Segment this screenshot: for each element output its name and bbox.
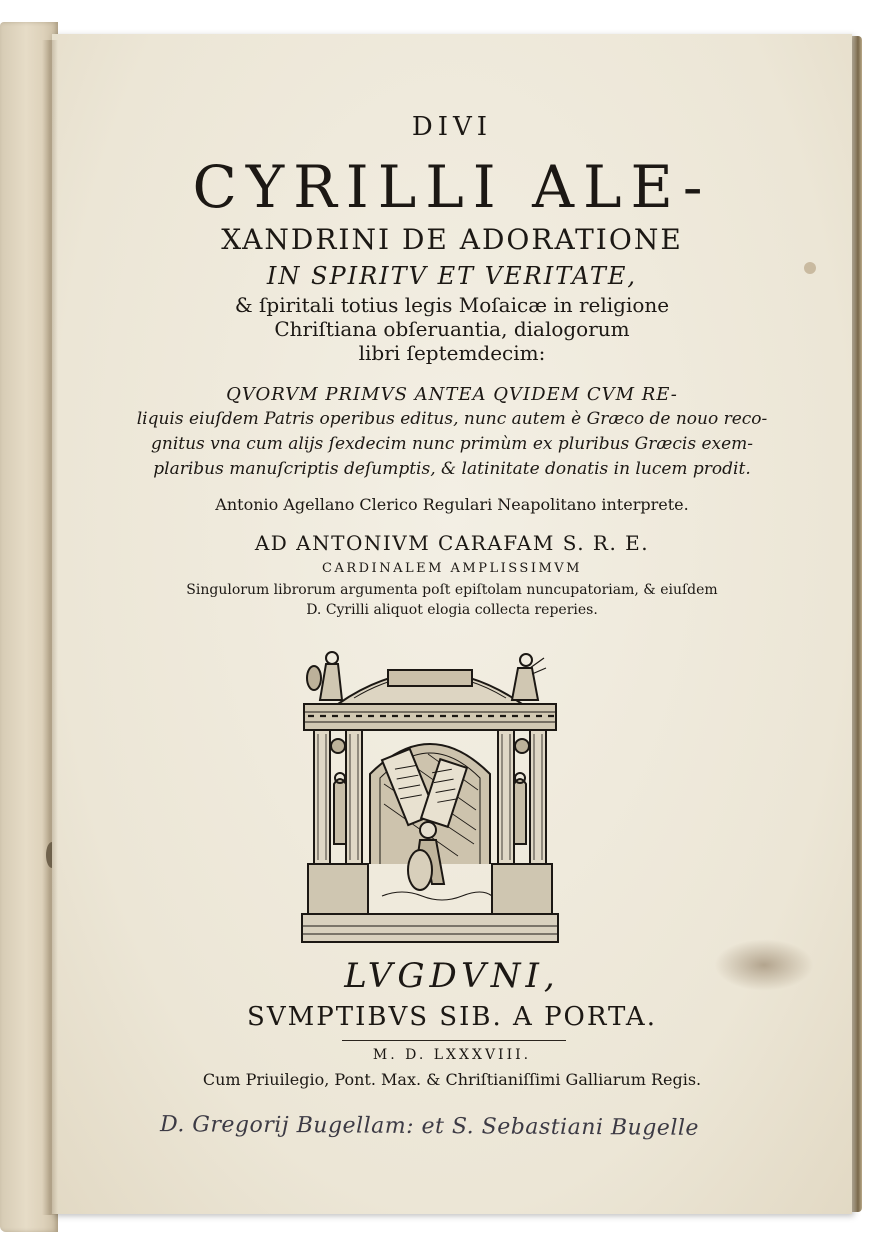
manuscript-ownership-inscription: D. Gregorij Bugellam: et S. Sebastiani Bugelle [159,1112,700,1141]
printers-device-woodcut-icon [298,634,562,946]
imprint-printer: SVMPTIBVS SIB. A PORTA. [247,1002,657,1032]
title-line-divi: DIVI [411,112,493,142]
page-gutter [42,40,58,1215]
title-line-spiritu: IN SPIRITV ET VERITATE, [266,262,638,290]
title-page [52,34,852,1214]
contents-note-line-2: D. Cyrilli aliquot elogia collecta reperies. [306,602,598,618]
title-line-xandrini: XANDRINI DE ADORATIONE [221,223,683,256]
description-line-3: gnitus vna cum alijs ſexdecim nunc primùm ex pluribus Græcis exem- [150,434,754,454]
title-line-cyrilli: CYRILLI ALE- [192,153,712,221]
imprint-date: M. D. LXXXVIII. [372,1047,532,1063]
dedication-line-1: AD ANTONIVM CARAFAM S. R. E. [254,531,650,555]
imprint-place: LVGDVNI, [344,956,560,996]
contents-note-line-1: Singulorum librorum argumenta poſt epiſtolam nuncupatoriam, & eiuſdem [186,582,718,598]
dedication-line-2: CARDINALEM AMPLISSIMVM [322,561,582,576]
description-line-2: liquis eiuſdem Patris operibus editus, nunc autem è Græco de nouo reco- [136,409,768,429]
translator-line: Antonio Agellano Clerico Regulari Neapolitano interprete. [215,495,689,514]
book-edge [852,36,862,1212]
imprint-rule [342,1040,566,1041]
description-line-1: QVORVM PRIMVS ANTEA QVIDEM CVM RE- [226,384,678,405]
subtitle-line-1: & ſpiritali totius legis Moſaicæ in religione [234,293,670,317]
subtitle-line-3: libri ſeptemdecim: [358,341,546,365]
description-line-4: plaribus manuſcriptis deſumptis, & latinitate donatis in lucem prodit. [153,459,751,479]
imprint-privilege: Cum Priuilegio, Pont. Max. & Chriſtianiſſimi Galliarum Regis. [202,1070,702,1089]
subtitle-line-2: Chriſtiana obſeruantia, dialogorum [274,317,630,341]
